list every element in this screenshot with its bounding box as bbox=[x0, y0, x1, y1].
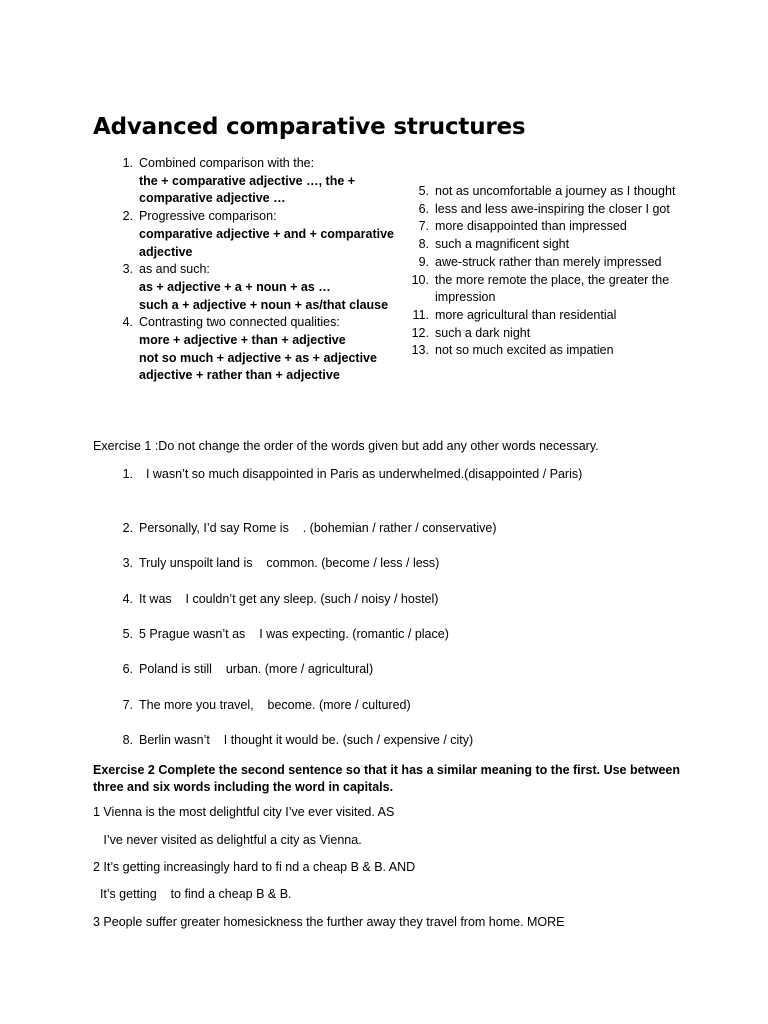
list-text bbox=[139, 314, 400, 385]
rule-formula: adjective + rather than + adjective bbox=[139, 368, 340, 383]
list-text: more disappointed than impressed bbox=[435, 219, 627, 234]
list-number: 4. bbox=[122, 315, 133, 330]
list-item bbox=[406, 218, 696, 236]
list-text: more agricultural than residential bbox=[435, 307, 617, 322]
list-item bbox=[406, 254, 696, 272]
exercise-number: 3. bbox=[122, 556, 133, 570]
list-number: 10. bbox=[411, 272, 429, 287]
list-item bbox=[110, 314, 400, 385]
list-text bbox=[139, 208, 400, 261]
list-item bbox=[406, 325, 696, 343]
list-text: not as uncomfortable a journey as I thought bbox=[435, 184, 676, 198]
exercise2-line: 2 It’s getting increasingly hard to fi nd a cheap B & B. AND bbox=[93, 860, 416, 874]
list-item bbox=[406, 342, 696, 360]
list-number: 8. bbox=[418, 237, 429, 252]
exercise-text: 5 Prague wasn’t as I was expecting. (romantic / place) bbox=[139, 627, 449, 641]
exercise-item bbox=[110, 556, 439, 570]
exercise2-line: 3 People suffer greater homesickness the further away they travel from home. MORE bbox=[93, 915, 565, 929]
exercise-item bbox=[110, 467, 582, 481]
exercise1-instruction: Exercise 1 :Do not change the order of the words given but add any other words necessary. bbox=[93, 439, 599, 453]
rule-formula: not so much + adjective + as + adjective bbox=[139, 350, 377, 365]
list-number: 3. bbox=[122, 262, 133, 277]
rule-formula: comparative adjective + and + comparative adjective bbox=[139, 226, 394, 259]
list-text: less and less awe-inspiring the closer I got bbox=[435, 201, 670, 216]
rules-list bbox=[110, 155, 400, 385]
list-text: such a magnificent sight bbox=[435, 237, 570, 252]
list-number: 6. bbox=[418, 201, 429, 216]
list-item bbox=[406, 307, 696, 325]
list-number: 12. bbox=[411, 325, 429, 340]
list-item bbox=[110, 155, 400, 208]
list-item bbox=[406, 272, 696, 307]
exercise-number: 4. bbox=[122, 592, 133, 606]
examples-list bbox=[406, 183, 696, 360]
exercise-number: 7. bbox=[122, 698, 133, 712]
exercise-text: Poland is still urban. (more / agricultural) bbox=[139, 662, 374, 676]
exercise2-line: 1 Vienna is the most delightful city I’ve ever visited. AS bbox=[93, 805, 395, 819]
exercise2-line: I’ve never visited as delightful a city as Vienna. bbox=[93, 833, 362, 847]
exercise-item bbox=[110, 521, 497, 535]
exercise-text: Berlin wasn’t I thought it would be. (such / expensive / city) bbox=[139, 733, 474, 747]
list-text: such a dark night bbox=[435, 325, 531, 340]
exercise2-line: It’s getting to find a cheap B & B. bbox=[93, 887, 292, 901]
exercise-text: Personally, I’d say Rome is . (bohemian / rather / conservative) bbox=[139, 521, 497, 535]
list-number: 13. bbox=[411, 343, 429, 358]
exercise-item bbox=[110, 592, 438, 606]
list-text: the more remote the place, the greater the impression bbox=[435, 272, 670, 305]
exercise-item bbox=[110, 698, 411, 712]
exercise-text: Truly unspoilt land is common. (become / less / less) bbox=[139, 556, 440, 570]
rule-label: Progressive comparison: bbox=[139, 209, 277, 224]
exercise2-instruction: Exercise 2 Complete the second sentence so that it has a similar meaning to the first. Use between three and six words including the word in capitals. bbox=[93, 763, 680, 794]
page-title: Advanced comparative structures bbox=[93, 114, 526, 140]
list-item bbox=[110, 261, 400, 314]
list-number: 11. bbox=[412, 307, 429, 322]
list-item bbox=[406, 201, 696, 219]
list-text bbox=[139, 261, 400, 314]
rule-formula: more + adjective + than + adjective bbox=[139, 333, 346, 348]
list-item bbox=[110, 208, 400, 261]
rule-label: as and such: bbox=[139, 262, 210, 277]
exercise-text: The more you travel, become. (more / cultured) bbox=[139, 698, 411, 712]
list-number: 2. bbox=[122, 209, 133, 224]
list-number: 9. bbox=[418, 254, 429, 269]
exercise-item bbox=[110, 627, 449, 641]
rule-formula: as + adjective + a + noun + as … bbox=[139, 279, 331, 294]
list-text bbox=[139, 155, 400, 208]
exercise-item bbox=[110, 662, 373, 676]
list-number: 5. bbox=[418, 184, 429, 198]
list-number: 1. bbox=[122, 156, 133, 170]
list-text: awe-struck rather than merely impressed bbox=[435, 254, 662, 269]
rule-label: Combined comparison with the: bbox=[139, 156, 315, 170]
exercise-text: It was I couldn’t get any sleep. (such / noisy / hostel) bbox=[139, 592, 439, 606]
exercise-number: 5. bbox=[122, 627, 133, 641]
exercise-number: 8. bbox=[122, 733, 133, 747]
exercise-number: 6. bbox=[122, 662, 133, 676]
exercise-item bbox=[110, 733, 473, 747]
exercise-number: 2. bbox=[122, 521, 133, 535]
exercise-number: 1. bbox=[122, 467, 133, 481]
rule-formula: such a + adjective + noun + as/that clause bbox=[139, 297, 389, 312]
rule-formula: the + comparative adjective …, the + comparative adjective … bbox=[139, 173, 356, 206]
list-text: not so much excited as impatien bbox=[435, 343, 614, 358]
rule-label: Contrasting two connected qualities: bbox=[139, 315, 340, 330]
list-number: 7. bbox=[418, 219, 429, 234]
list-item bbox=[406, 236, 696, 254]
exercise-text: I wasn’t so much disappointed in Paris as underwhelmed.(disappointed / Paris) bbox=[139, 467, 583, 481]
list-item bbox=[406, 183, 696, 201]
